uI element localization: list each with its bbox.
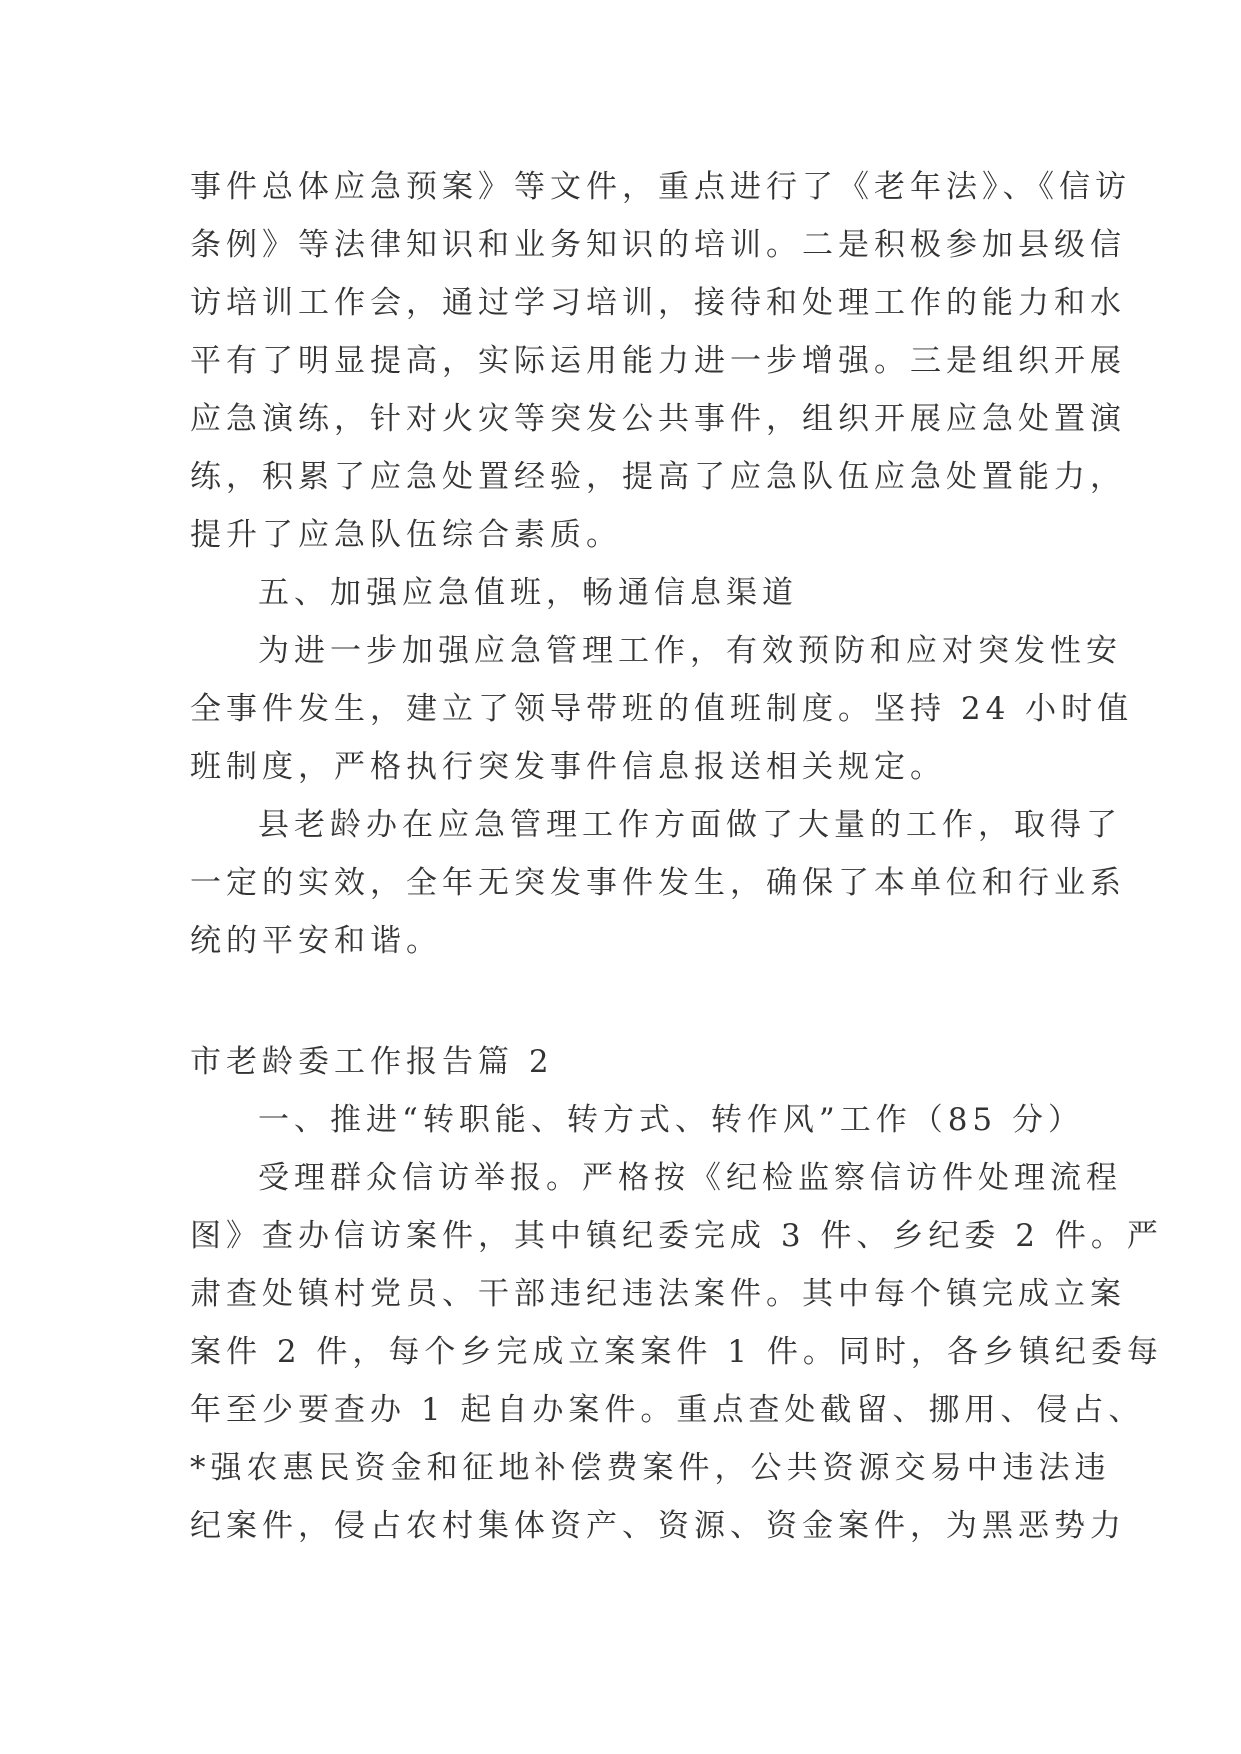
body-line: *强农惠民资金和征地补偿费案件，公共资源交易中违法违 <box>190 1450 1111 1486</box>
body-line: 访培训工作会，通过学习培训，接待和处理工作的能力和水 <box>190 285 1126 321</box>
body-line: 事件总体应急预案》等文件，重点进行了《老年法》、《信访 <box>190 169 1131 205</box>
body-line: 纪案件，侵占农村集体资产、资源、资金案件，为黑恶势力 <box>190 1508 1126 1544</box>
report-section-2 <box>190 1033 1163 1555</box>
body-line: 一定的实效，全年无突发事件发生，确保了本单位和行业系 <box>190 865 1126 901</box>
body-line: 图》查办信访案件，其中镇纪委完成 3 件、乡纪委 2 件。严 <box>190 1218 1163 1254</box>
body-line: 肃查处镇村党员、干部违纪违法案件。其中每个镇完成立案 <box>190 1276 1126 1312</box>
report-title: 市老龄委工作报告篇 2 <box>190 1044 554 1080</box>
body-line: 年至少要查办 1 起自办案件。重点查处截留、挪用、侵占、 <box>190 1392 1145 1428</box>
body-line: 条例》等法律知识和业务知识的培训。二是积极参加县级信 <box>190 227 1126 263</box>
body-line: 为进一步加强应急管理工作，有效预防和应对突发性安 <box>258 633 1122 669</box>
body-line: 提升了应急队伍综合素质。 <box>190 517 622 553</box>
body-line: 案件 2 件，每个乡完成立案案件 1 件。同时，各乡镇纪委每 <box>190 1334 1163 1370</box>
body-line: 班制度，严格执行突发事件信息报送相关规定。 <box>190 749 946 785</box>
body-line: 平有了明显提高，实际运用能力进一步增强。三是组织开展 <box>190 343 1126 379</box>
body-line: 受理群众信访举报。严格按《纪检监察信访件处理流程 <box>258 1160 1122 1196</box>
section-continuation <box>190 158 1134 970</box>
section-heading: 五、加强应急值班，畅通信息渠道 <box>258 575 798 611</box>
section-heading: 一、推进“转职能、转方式、转作风”工作（85 分） <box>258 1102 1084 1138</box>
body-line: 练，积累了应急处置经验，提高了应急队伍应急处置能力， <box>190 459 1126 495</box>
body-line: 应急演练，针对火灾等突发公共事件，组织开展应急处置演 <box>190 401 1126 437</box>
body-line: 全事件发生，建立了领导带班的值班制度。坚持 24 小时值 <box>190 691 1134 727</box>
body-line: 县老龄办在应急管理工作方面做了大量的工作，取得了 <box>258 807 1122 843</box>
body-line: 统的平安和谐。 <box>190 923 442 959</box>
